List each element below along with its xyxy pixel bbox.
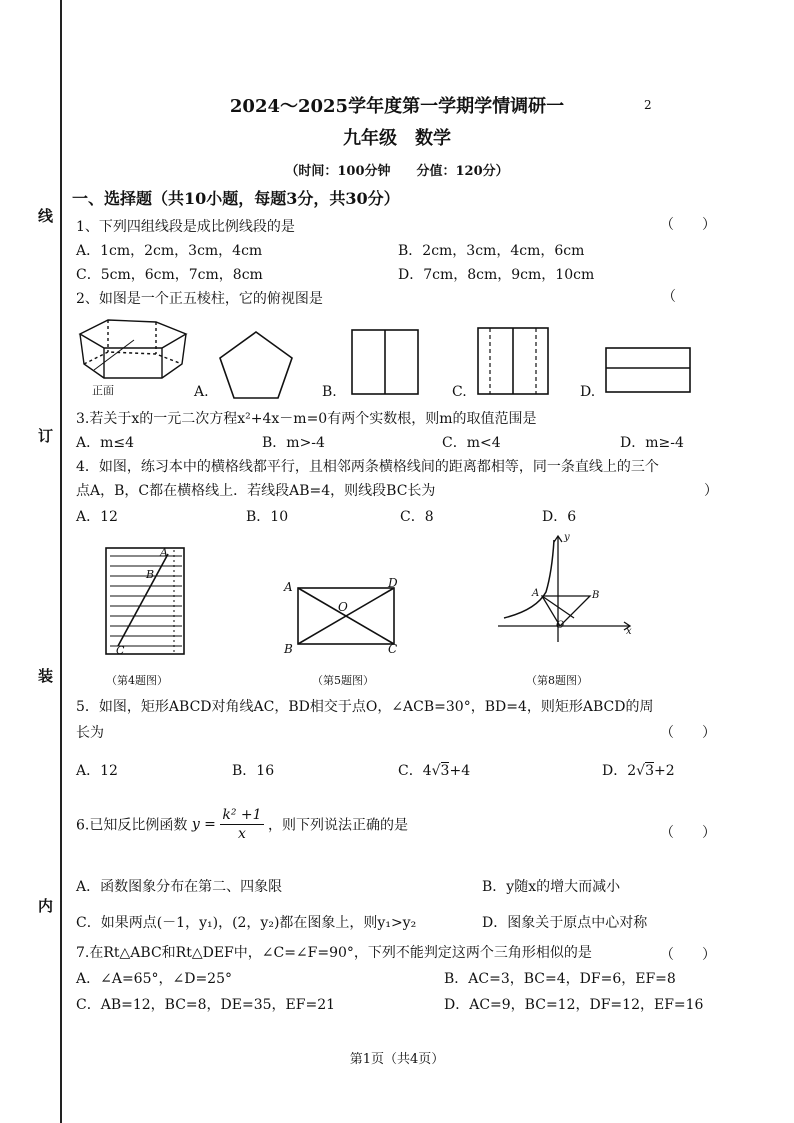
margin-label-nei: 内 bbox=[38, 897, 54, 915]
fig8-label-x: x bbox=[626, 626, 632, 637]
q5-bracket: （ ） bbox=[660, 725, 716, 741]
q1-stem: 1、下列四组线段是成比例线段的是 bbox=[76, 219, 295, 235]
q6-option-c: C．如果两点(－1，y₁)，(2，y₂)都在图象上，则y₁>y₂ bbox=[76, 915, 417, 931]
q5-stem-line2: 长为 bbox=[76, 725, 104, 741]
q2-bracket: （ bbox=[662, 289, 676, 305]
q5-stem-line1: 5．如图，矩形ABCD对角线AC，BD相交于点O，∠ACB=30°，BD=4，则矩形ABCD的周 bbox=[76, 699, 654, 715]
rect-option-d bbox=[604, 346, 692, 394]
q1-option-c: C．5cm，6cm，7cm，8cm bbox=[76, 267, 263, 283]
fig5-label-d: D bbox=[388, 576, 398, 590]
q1-bracket: （ ） bbox=[660, 217, 716, 233]
fig8-caption: （第8题图） bbox=[526, 674, 588, 687]
q6-option-a: A．函数图象分布在第二、四象限 bbox=[76, 879, 283, 895]
q3-stem: 3.若关于x的一元二次方程x²+4x－m=0有两个实数根，则m的取值范围是 bbox=[76, 411, 537, 427]
margin-label-ding: 订 bbox=[38, 427, 54, 445]
rect-option-c bbox=[476, 326, 550, 396]
q4-stem-line1: 4．如图，练习本中的横格线都平行，且相邻两条横格线间的距离都相等，同一条直线上的三个 bbox=[76, 459, 659, 475]
rect-option-b bbox=[350, 328, 420, 396]
q4-stem-line2: 点A，B，C都在横格线上．若线段AB=4，则线段BC长为 bbox=[76, 483, 436, 499]
q2-option-c-label: C. bbox=[452, 384, 467, 400]
margin-label-zhuang: 装 bbox=[38, 667, 54, 685]
prism-figure bbox=[74, 312, 194, 382]
q2-option-a-label: A. bbox=[194, 384, 209, 400]
q5-option-b: B．16 bbox=[232, 763, 275, 779]
exam-subtitle: 九年级 数学 bbox=[343, 128, 451, 149]
q1-option-a: A．1cm，2cm，3cm，4cm bbox=[76, 243, 263, 259]
fig8-label-o: O bbox=[556, 620, 565, 631]
fig4-caption: （第4题图） bbox=[106, 674, 168, 687]
q7-stem: 7.在Rt△ABC和Rt△DEF中，∠C=∠F=90°，下列不能判定这两个三角形相似的是 bbox=[76, 945, 592, 961]
q5-option-a: A．12 bbox=[76, 763, 118, 779]
fig8-label-b: B bbox=[592, 590, 600, 601]
fig4-label-a: A bbox=[160, 546, 168, 559]
q4-option-a: A．12 bbox=[76, 509, 118, 525]
q1-option-b: B．2cm，3cm，4cm，6cm bbox=[398, 243, 585, 259]
figure-8-graph bbox=[496, 534, 636, 646]
fig5-label-a: A bbox=[284, 580, 293, 594]
q7-option-d: D．AC=9，BC=12，DF=12，EF=16 bbox=[444, 997, 704, 1013]
q5-option-d: D．2√3+2 bbox=[602, 763, 675, 779]
q6-option-d: D．图象关于原点中心对称 bbox=[482, 915, 648, 931]
q1-option-d: D．7cm，8cm，9cm，10cm bbox=[398, 267, 595, 283]
q2-stem: 2、如图是一个正五棱柱，它的俯视图是 bbox=[76, 291, 323, 307]
q7-option-b: B．AC=3，BC=4，DF=6，EF=8 bbox=[444, 971, 676, 987]
q6-stem: 6.已知反比例函数 y = $\frac{\text{k² +1}}{x}$ ，则下列说法正确的是 bbox=[76, 807, 408, 842]
pentagon-option-a bbox=[216, 328, 296, 400]
fig4-label-c: C bbox=[116, 644, 125, 657]
page-footer: 第1页（共4页） bbox=[349, 1052, 445, 1067]
q5-option-c: C．4√3+4 bbox=[398, 763, 471, 779]
page-mark: 2 bbox=[644, 98, 652, 112]
q4-option-c: C．8 bbox=[400, 509, 434, 525]
fig5-label-c: C bbox=[388, 642, 398, 656]
q4-option-d: D．6 bbox=[542, 509, 577, 525]
margin-label-xian: 线 bbox=[38, 207, 54, 225]
q7-option-a: A．∠A=65°，∠D=25° bbox=[76, 971, 232, 987]
q4-option-b: B．10 bbox=[246, 509, 289, 525]
fig5-label-o: O bbox=[338, 600, 348, 614]
q7-bracket: （ ） bbox=[660, 947, 716, 963]
q7-option-c: C．AB=12，BC=8，DE=35，EF=21 bbox=[76, 997, 336, 1013]
q3-option-d: D．m≥-4 bbox=[620, 435, 684, 451]
q2-option-d-label: D. bbox=[580, 384, 596, 400]
fig4-label-b: B bbox=[146, 568, 155, 581]
fig5-caption: （第5题图） bbox=[312, 674, 374, 687]
figure-5-rectangle bbox=[294, 582, 398, 650]
figure-4-notebook bbox=[104, 546, 188, 658]
exam-meta: （时间：100分钟 分值：120分） bbox=[285, 164, 509, 179]
q6-bracket: （ ） bbox=[660, 825, 716, 841]
fig8-label-a: A bbox=[532, 588, 540, 599]
q2-option-b-label: B. bbox=[322, 384, 337, 400]
section-title: 一、选择题（共10小题，每题3分，共30分） bbox=[72, 189, 400, 208]
fig8-label-y: y bbox=[564, 532, 570, 543]
q3-option-a: A．m≤4 bbox=[76, 435, 135, 451]
q6-fraction: $\frac{\text{k² +1}}{x}$ bbox=[222, 807, 262, 842]
q3-option-c: C．m<4 bbox=[442, 435, 501, 451]
front-view-label: 正面 bbox=[92, 384, 114, 397]
q3-option-b: B．m>-4 bbox=[262, 435, 325, 451]
exam-title: 2024～2025学年度第一学期学情调研一 bbox=[229, 96, 565, 117]
q6-option-b: B．y随x的增大而减小 bbox=[482, 879, 621, 895]
fig5-label-b: B bbox=[284, 642, 293, 656]
q4-bracket: ） bbox=[704, 483, 718, 499]
